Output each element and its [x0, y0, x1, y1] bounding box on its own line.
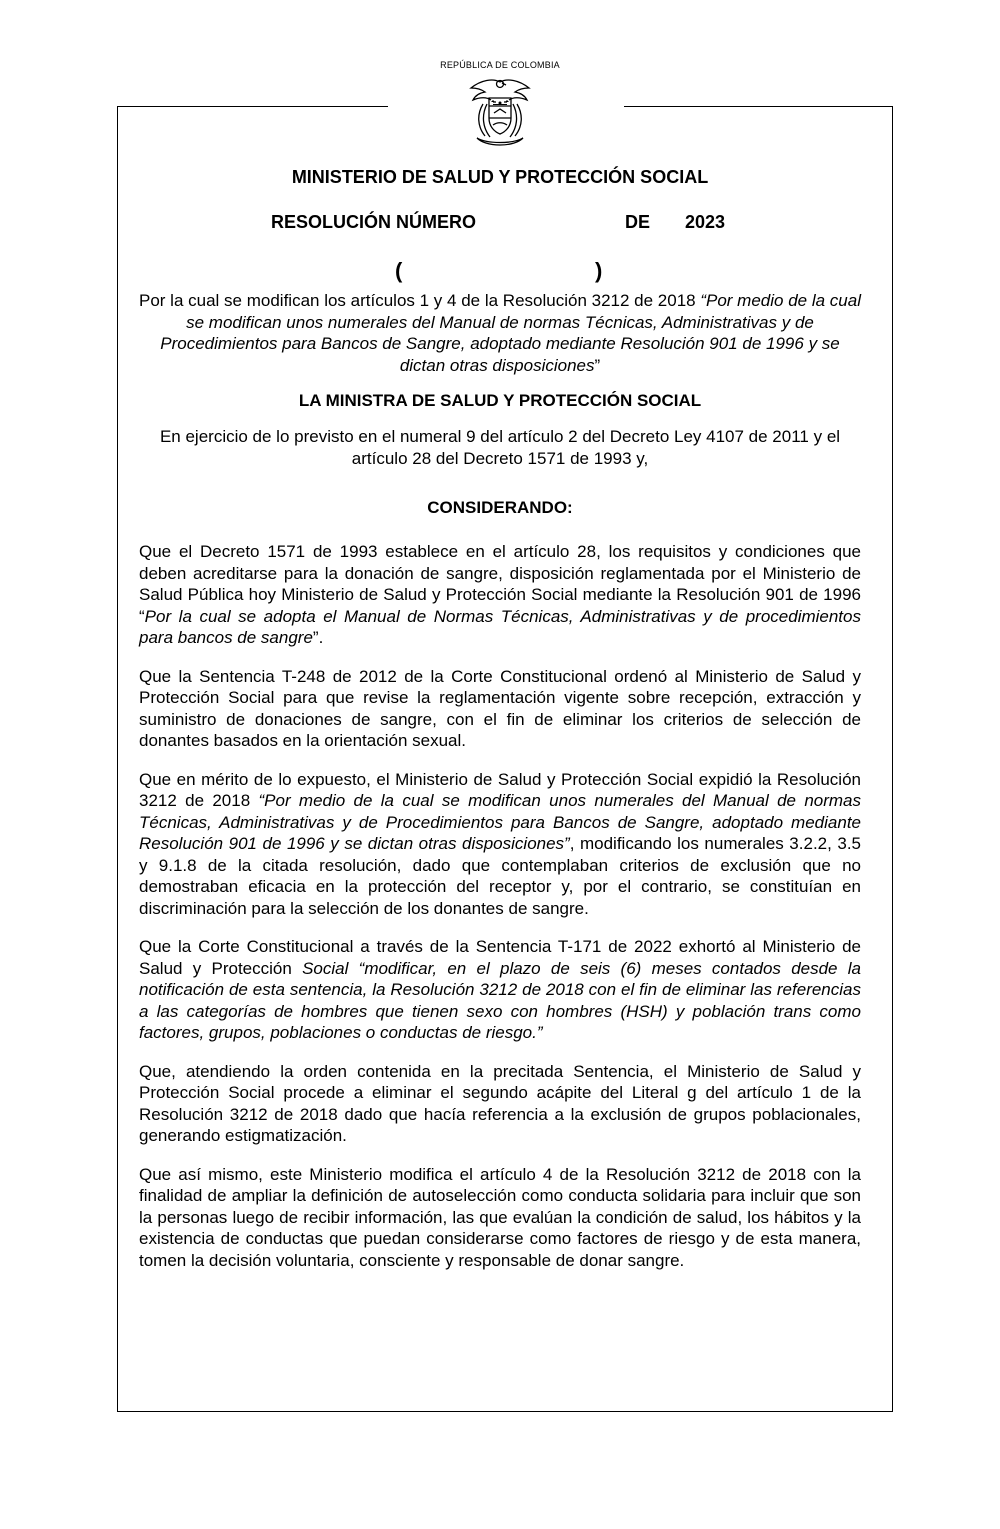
resolution-subject: [139, 290, 861, 376]
paragraph-text: Que, atendiendo la orden contenida en la precitada Sentencia, el Ministerio de Salud y Protección Social procede a eliminar el segundo acápite del Literal g del artículo 1 de la Resolución 3212 de 2018 dado que hacía referencia a la exclusión de grupos poblacionales, generando estigmatización.: [139, 1061, 861, 1145]
paragraph-sentence-t171: [139, 936, 861, 1044]
paragraph-italic: Social “modificar, en el plazo de seis (6) meses contados desde la notificación de esta sentencia, la Resolución 3212 de 2018 con el fin de eliminar las referencias a las categorías de hombres que tienen sexo con hombres (HSH) y población trans como factores, grupos, poblaciones o conductas de riesgo.”: [139, 958, 862, 1042]
subject-close: ”: [594, 355, 601, 375]
resolution-de-label: DE: [625, 212, 651, 232]
paragraph-literal-g: [139, 1061, 861, 1147]
legal-powers: En ejercicio de lo previsto en el numeral 9 del artículo 2 del Decreto Ley 4107 de 2011 y el artículo 28 del Decreto 1571 de 1993 y,: [159, 427, 841, 468]
country-heading: REPÚBLICA DE COLOMBIA: [440, 60, 560, 70]
paragraph-italic: “Por medio de la cual se modifican unos numerales del Manual de normas Técnicas, Administrativas y de Procedimientos para Bancos de Sangre, adoptado mediante Resolución 901 de 1996 y se dictan otras disposiciones”: [139, 791, 862, 853]
paragraph-text: Que la Corte Constitucional a través de la Sentencia T-171 de 2022 exhortó al Ministerio de Salud y Protección: [139, 937, 861, 978]
resolution-date-placeholder: [139, 258, 861, 286]
paragraph-text: Que el Decreto 1571 de 1993 establece en el artículo 28, los requisitos y condiciones que deben acreditarse para la donación de sangre, disposición reglamentada por el Ministerio de Salud Pública hoy Ministerio de Salud y Protección Social mediante la Resolución 901 de 1996 “: [139, 542, 861, 626]
paren-open: (: [395, 258, 403, 283]
ministry-title: MINISTERIO DE SALUD Y PROTECCIÓN SOCIAL: [291, 167, 709, 187]
resolution-number-label: RESOLUCIÓN NÚMERO: [271, 212, 477, 232]
paren-close: ): [595, 258, 603, 283]
resolution-year: 2023: [685, 212, 726, 232]
paragraph-sentence-t248: [139, 666, 861, 752]
subject-intro: Por la cual se modifican los artículos 1 y 4 de la Resolución 3212 de 2018: [139, 291, 701, 310]
paragraph-tail: , modificando los numerales 3.2.2, 3.5 y 9.1.8 de la citada resolución, dado que contemplaban criterios de exclusión que no demostraban eficacia en la protección del receptor y, por el contrario, se constituían en discriminación para la selección de los donantes de sangre.: [139, 834, 861, 918]
resolution-number-row: [139, 212, 861, 236]
coat-of-arms-icon: [463, 74, 537, 146]
considerando-heading: CONSIDERANDO:: [427, 498, 573, 517]
paragraph-text: Que la Sentencia T-248 de 2012 de la Corte Constitucional ordenó al Ministerio de Salud y Protección Social para que revise la reglamentación vigente sobre recepción, extracción y suministro de donaciones de sangre, con el fin de eliminar los criterios de selección de donantes basados en la orientación sexual.: [139, 666, 861, 750]
document-body: [139, 162, 861, 1271]
paragraph-resolution-3212: [139, 769, 861, 920]
paragraph-article-4: [139, 1164, 861, 1272]
paragraph-text: Que en mérito de lo expuesto, el Ministerio de Salud y Protección Social expidió la Resolución 3212 de 2018: [139, 769, 861, 810]
subject-title: “Por medio de la cual se modifican unos numerales del Manual de normas Técnicas, Administrativas y de Procedimientos para Bancos de Sangre, adoptado mediante Resolución 901 de 1996 y se dictan otras disposiciones: [160, 291, 861, 375]
minister-title: LA MINISTRA DE SALUD Y PROTECCIÓN SOCIAL: [298, 391, 702, 410]
paragraph-decree-1571: [139, 541, 861, 649]
paragraph-tail: ”.: [312, 628, 324, 647]
paragraph-text: Que así mismo, este Ministerio modifica el artículo 4 de la Resolución 3212 de 2018 con la finalidad de ampliar la definición de autoselección como conducta solidaria para incluir que son la personas luego de recibir información, las que evalúan la condición de salud, los hábitos y la existencia de conductas que puedan considerarse como factores de riesgo y de esta manera, tomen la decisión voluntaria, consciente y responsable de donar sangre.: [139, 1164, 861, 1270]
paragraph-italic: Por la cual se adopta el Manual de Normas Técnicas, Administrativas y de procedimientos para bancos de sangre: [139, 606, 861, 647]
